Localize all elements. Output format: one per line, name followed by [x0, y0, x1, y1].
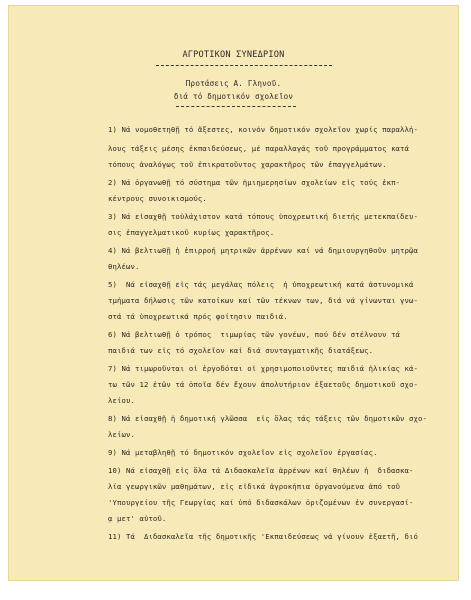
text-line: 2) Νά ὀργανωθῇ τό σύστημα τῶν ἡμιημερησίων σχολείων εἰς τούς ἐκπ-	[108, 178, 401, 187]
document-title: ΑΓΡΟΤΙΚΟΝ ΣΥΝΕΔΡΙΟΝ	[182, 50, 285, 60]
text-line: τμήματα δήλωσις τῶν κατοίκων καί τῶν τέκνων των, διά νά γίνωνται γνω-	[108, 296, 419, 305]
title-underline	[156, 65, 332, 66]
text-line: λία γεωργικῶν μαθημάτων, εἰς εἰδικά ἀγροκήπια ὀργανούμενα ἀπό τοῦ	[108, 482, 401, 491]
text-line: 1) Νά νομοθετηθῇ τό ἄξεστες, κοινόν δημοτικόν σχολεῖον χωρίς παραλλή-	[108, 125, 419, 134]
text-line: 9) Νά μεταβληθῇ τό δημοτικόν σχολεῖον εἰς σχολεῖον ἐργασίας.	[108, 448, 378, 457]
text-line: 4) Νά βελτιωθῇ ἡ ἐπιρροή μητρικῶν ἀρρένων καί νά δημιουργηθοῦν μητρῷα	[108, 246, 419, 255]
text-line: τω τῶν 12 ἐτῶν τά ὁποῖα δέν ἔχουν ἀπολυτήριον ἐξαετοῦς δημοτικοῦ σχο-	[108, 380, 419, 389]
text-line: 8) Νά εἰσαχθῇ ἡ δημοτική γλῶσσα εἰς ὅλας τάς τάξεις τῶν δημοτικῶν σχο-	[108, 414, 428, 423]
document-subject: διά τό δημοτικόν σχολεῖον	[173, 92, 294, 101]
text-line: στά τά ὑποχρεωτικά πρός φοίτησιν παιδιά.	[108, 312, 288, 321]
text-line: ᾳ μετ' αὐτοῦ.	[108, 514, 167, 523]
text-line: λους τάξεις μέσης ἐκπαιδεύσεως, μέ παραλλαγάς τοῦ προγράμματος κατά	[108, 144, 410, 153]
text-line: 6) Νά βελτιωθῇ ὁ τρόπος τιμωρίας τῶν γονέων, πού δέν στέλνουν τά	[108, 330, 401, 339]
text-line: τόπους ἀναλόγως τοῦ ἐπικρατοῦντος χαρακτῆρος τῶν ἐπαγγελμάτων.	[108, 160, 387, 169]
text-line: θηλέων.	[108, 262, 140, 271]
text-line: λείων.	[108, 430, 135, 439]
text-line: 10) Νά εἰσαχθῇ εἰς ὅλα τά Διδασκαλεῖα ἀρρένων καί θηλέων ἡ διδασκα-	[108, 466, 414, 475]
text-line: 5) Νά εἰσαχθῇ εἰς τάς μεγάλας πόλεις ἡ ὑποχρεωτική κατά ἀστυνομικά	[108, 280, 414, 289]
text-line: λείου.	[108, 396, 135, 405]
text-line: 11) Τά Διδασκαλεῖα τῆς δημοτικῆς 'Εκπαιδεύσεως νά γίνουν ἐξαετῆ, διό	[108, 532, 419, 541]
proposals-author: Προτάσεις Α. Γληνοῦ.	[185, 79, 282, 88]
text-line: 3) Νά εἰσαχθῇ τοὐλάχιστον κατά τόπους ὑποχρεωτική διετής μετεκπαίδευ-	[108, 212, 419, 221]
document-page	[8, 5, 459, 581]
subject-underline	[176, 106, 296, 107]
text-line: 'Υπουργείου τῆς Γεωργίας καί ὑπό διδασκάλων ὁριζομένων ἐν συνεργασί-	[108, 498, 414, 507]
text-line: 7) Νά τιμωροῦνται οἱ ἐργοδόται οἱ χρησιμοποιοῦντες παιδιά ἡλικίας κά-	[108, 364, 419, 373]
text-line: κέντρους συνοικισμούς.	[108, 194, 207, 203]
text-line: παιδιά των εἰς τό σχολεῖον καί διά συνταγματικῆς διατάξεως.	[108, 346, 374, 355]
text-line: σις ἐπαγγελματικοῦ κυρίως χαρακτῆρος.	[108, 228, 275, 237]
